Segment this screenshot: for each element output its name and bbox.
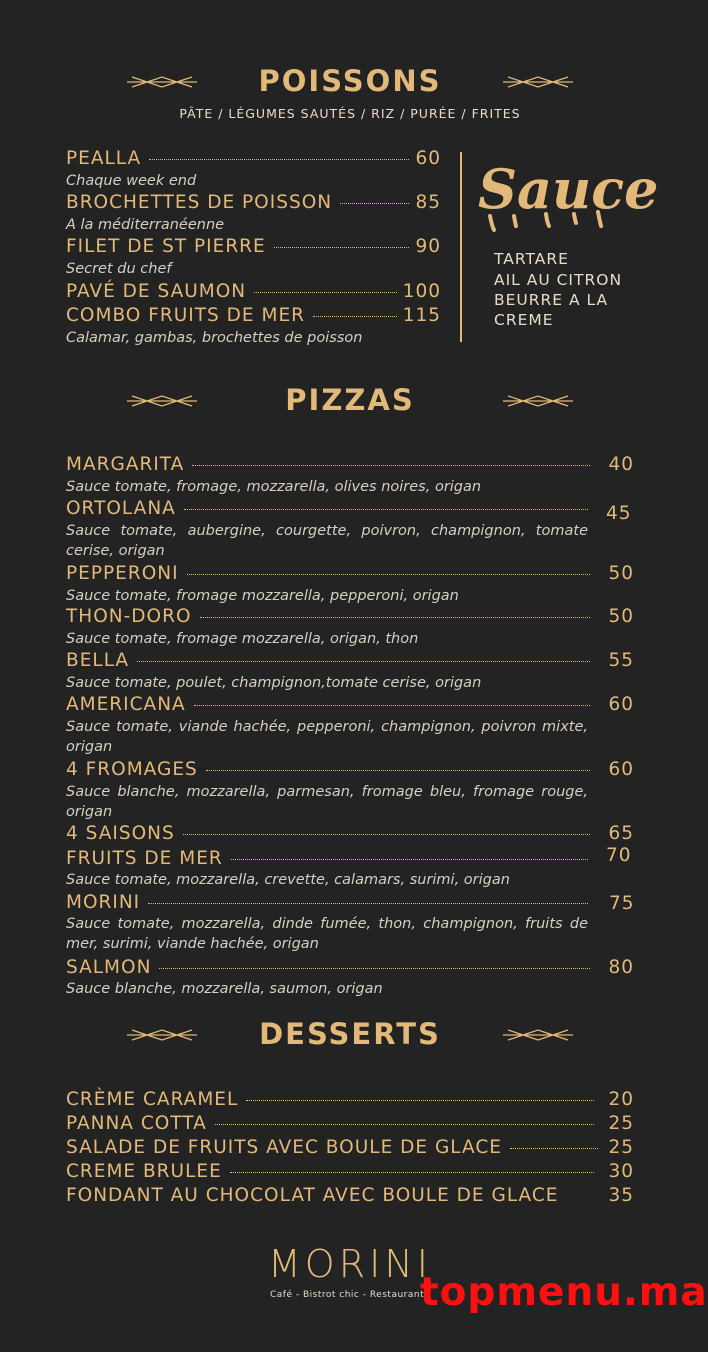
menu-item: PANNA COTTA 25 <box>66 1113 634 1134</box>
watermark: topmenu.ma <box>420 1270 708 1315</box>
menu-item: PAVÉ DE SAUMON 100 <box>66 281 441 302</box>
menu-item: 4 SAISONS 65 <box>66 823 634 844</box>
sauce-item: AIL AU CITRON <box>494 271 623 289</box>
brand-tagline: Café - Bistrot chic - Restaurant <box>270 1290 425 1300</box>
item-desc: Calamar, gambas, brochettes de poisson <box>66 330 363 346</box>
sauce-item: BEURRE A LA <box>494 291 609 309</box>
brand-logo: MORINI <box>268 1242 432 1286</box>
item-price: 45 <box>606 503 632 524</box>
item-desc: A la méditerranéenne <box>66 217 225 233</box>
item-desc: Sauce tomate, fromage mozzarella, pepperoni, origan <box>66 588 459 604</box>
menu-item: FONDANT AU CHOCOLAT AVEC BOULE DE GLACE 35 <box>66 1185 634 1206</box>
item-desc: Sauce tomate, fromage, mozzarella, olives noires, origan <box>66 479 482 495</box>
sauce-logo <box>474 146 659 238</box>
menu-item: SALMON 80 <box>66 957 634 978</box>
menu-item: THON-DORO 50 <box>66 606 634 627</box>
item-desc: Secret du chef <box>66 261 172 277</box>
item-desc: Sauce blanche, mozzarella, parmesan, fromage bleu, fromage rouge, origan <box>66 784 588 820</box>
menu-item: BELLA 55 <box>66 650 634 671</box>
item-price: 70 <box>606 845 632 866</box>
menu-item: MORINI <box>66 892 588 913</box>
poissons-subtitle: PÂTE / LÉGUMES SAUTÉS / RIZ / PURÉE / FRITES <box>179 106 521 121</box>
menu-item: FRUITS DE MER <box>66 848 588 869</box>
sauce-item: TARTARE <box>494 250 569 268</box>
item-desc: Chaque week end <box>66 173 197 189</box>
item-desc: Sauce blanche, mozzarella, saumon, origan <box>66 981 383 997</box>
menu-item: MARGARITA 40 <box>66 454 634 475</box>
sauce-item: CREME <box>494 311 554 329</box>
menu-item: ORTOLANA <box>66 498 588 519</box>
menu-item: SALADE DE FRUITS AVEC BOULE DE GLACE 25 <box>66 1137 634 1158</box>
item-desc: Sauce tomate, aubergine, courgette, poivron, champignon, tomate cerise, origan <box>66 523 588 559</box>
menu-item: CRÈME CARAMEL 20 <box>66 1089 634 1110</box>
section-title-pizzas: PIZZAS <box>285 383 415 417</box>
section-title-desserts: DESSERTS <box>259 1017 441 1051</box>
menu-item: PEPPERONI 50 <box>66 563 634 584</box>
menu-item: CREME BRULEE 30 <box>66 1161 634 1182</box>
menu-item: COMBO FRUITS DE MER 115 <box>66 305 441 326</box>
item-desc: Sauce tomate, mozzarella, crevette, calamars, surimi, origan <box>66 872 510 888</box>
menu-item: 4 FROMAGES 60 <box>66 759 634 780</box>
item-desc: Sauce tomate, mozzarella, dinde fumée, thon, champignon, fruits de mer, surimi, viande hachée, origan <box>66 916 588 952</box>
menu-item: AMERICANA 60 <box>66 694 634 715</box>
item-desc: Sauce tomate, viande hachée, pepperoni, champignon, poivron mixte, origan <box>66 719 588 755</box>
menu-item: PEALLA 60 <box>66 148 441 169</box>
divider-line <box>460 152 462 342</box>
svg-text:Sauce: Sauce <box>478 157 659 221</box>
item-desc: Sauce tomate, fromage mozzarella, origan, thon <box>66 631 419 647</box>
item-price: 75 <box>609 893 635 914</box>
menu-item: FILET DE ST PIERRE 90 <box>66 236 441 257</box>
menu-item: BROCHETTES DE POISSON 85 <box>66 192 441 213</box>
section-title-poissons: POISSONS <box>258 64 442 98</box>
item-desc: Sauce tomate, poulet, champignon,tomate cerise, origan <box>66 675 482 691</box>
